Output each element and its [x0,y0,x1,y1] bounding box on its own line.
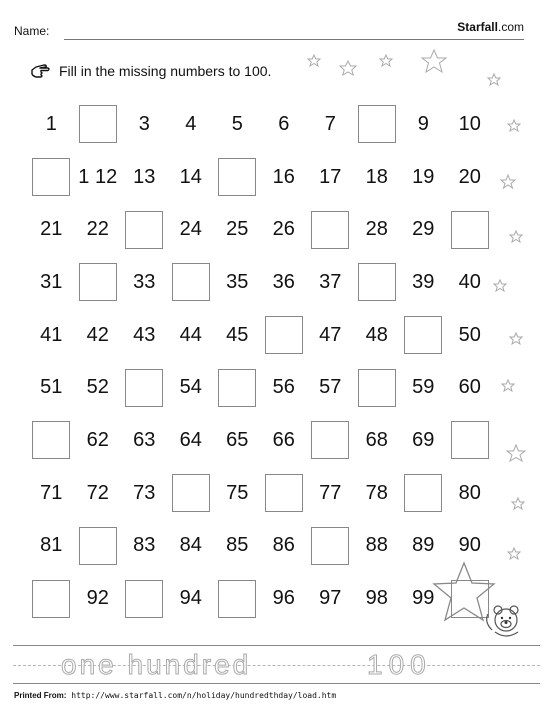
grid-number: 43 [133,323,156,346]
grid-number: 9 [417,112,429,135]
grid-number: 62 [86,428,109,451]
grid-number: 10 [458,112,481,135]
star-icon [510,231,522,242]
grid-number: 52 [86,376,109,399]
grid-number: 59 [412,376,435,399]
grid-number: 45 [226,323,249,346]
star-icon [308,55,320,66]
grid-number: 16 [272,165,295,188]
star-icon [510,333,522,344]
star-icon [422,50,446,72]
grid-number: 98 [365,587,388,610]
grid-number: 18 [365,165,388,188]
grid-number: 31 [40,270,63,293]
grid-number: 86 [272,534,295,557]
grid-number: 47 [319,323,342,346]
star-icon [380,55,392,66]
grid-number: 14 [179,165,202,188]
grid-number: 42 [86,323,109,346]
star-icon [502,380,514,391]
grid-number: 69 [412,428,435,451]
star-icon [501,175,515,188]
grid-number: 44 [179,323,202,346]
brand-suffix: .com [497,20,524,34]
grid-number: 54 [179,376,202,399]
grid-number: 39 [412,270,435,293]
grid-number: 1 [45,112,57,135]
grid-number: 60 [458,376,481,399]
grid-number: 73 [133,481,156,504]
grid-number: 56 [272,376,295,399]
tracing-area [13,645,540,687]
grid-number: 94 [179,587,202,610]
grid-number: 20 [458,165,481,188]
grid-number: 75 [226,481,249,504]
grid-number: 51 [40,376,63,399]
grid-number: 1 12 [78,165,118,188]
trace-number: 100 [367,649,432,680]
grid-number: 37 [319,270,342,293]
grid-number: 3 [138,112,150,135]
footer-label: Printed From: [14,691,67,700]
grid-number: 22 [86,218,109,241]
star-icon [340,61,356,75]
star-icon [508,548,520,559]
grid-number: 68 [365,428,388,451]
grid-number: 35 [226,270,249,293]
star-icon [512,498,524,509]
footer [14,691,336,700]
trace-base-line [13,683,540,684]
grid-number: 92 [86,587,109,610]
grid-number: 29 [412,218,435,241]
footer-url: http://www.starfall.com/n/holiday/hundredthday/load.htm [71,691,337,700]
grid-number: 64 [179,428,202,451]
grid-number: 28 [365,218,388,241]
grid-number: 7 [324,112,336,135]
grid-number: 63 [133,428,156,451]
grid-number: 83 [133,534,156,557]
grid-number: 97 [319,587,342,610]
grid-number: 96 [272,587,295,610]
grid-number: 26 [272,218,295,241]
grid-number: 36 [272,270,295,293]
grid-number: 84 [179,534,202,557]
grid-number: 48 [365,323,388,346]
grid-number: 85 [226,534,249,557]
instruction-text: Fill in the missing numbers to 100. [59,63,272,79]
grid-number: 4 [185,112,197,135]
grid-number: 90 [458,534,481,557]
grid-number: 25 [226,218,249,241]
grid-number: 65 [226,428,249,451]
grid-number: 66 [272,428,295,451]
grid-number: 50 [458,323,481,346]
grid-number: 24 [179,218,202,241]
star-icon [507,445,525,461]
grid-number: 89 [412,534,435,557]
grid-number: 57 [319,376,342,399]
grid-number: 5 [231,112,243,135]
grid-number: 41 [40,323,63,346]
star-icon [488,74,500,85]
grid-number: 81 [40,534,63,557]
grid-number: 72 [86,481,109,504]
trace-word: one hundred [61,649,252,680]
grid-number: 77 [319,481,342,504]
grid-number: 13 [133,165,156,188]
grid-number: 80 [458,481,481,504]
grid-number: 88 [365,534,388,557]
bear-mascot-icon [476,600,532,646]
grid-number: 19 [412,165,435,188]
grid-number: 21 [40,218,63,241]
star-icon [494,280,506,291]
grid-number: 40 [458,270,481,293]
grid-number: 71 [40,481,63,504]
brand-name: Starfall [457,20,498,34]
grid-number: 33 [133,270,156,293]
star-icon [508,120,520,131]
grid-number: 17 [319,165,342,188]
trace-top-line [13,645,540,646]
grid-number: 78 [365,481,388,504]
grid-number: 6 [278,112,290,135]
name-label: Name: [14,24,50,38]
grid-number: 99 [412,587,435,610]
